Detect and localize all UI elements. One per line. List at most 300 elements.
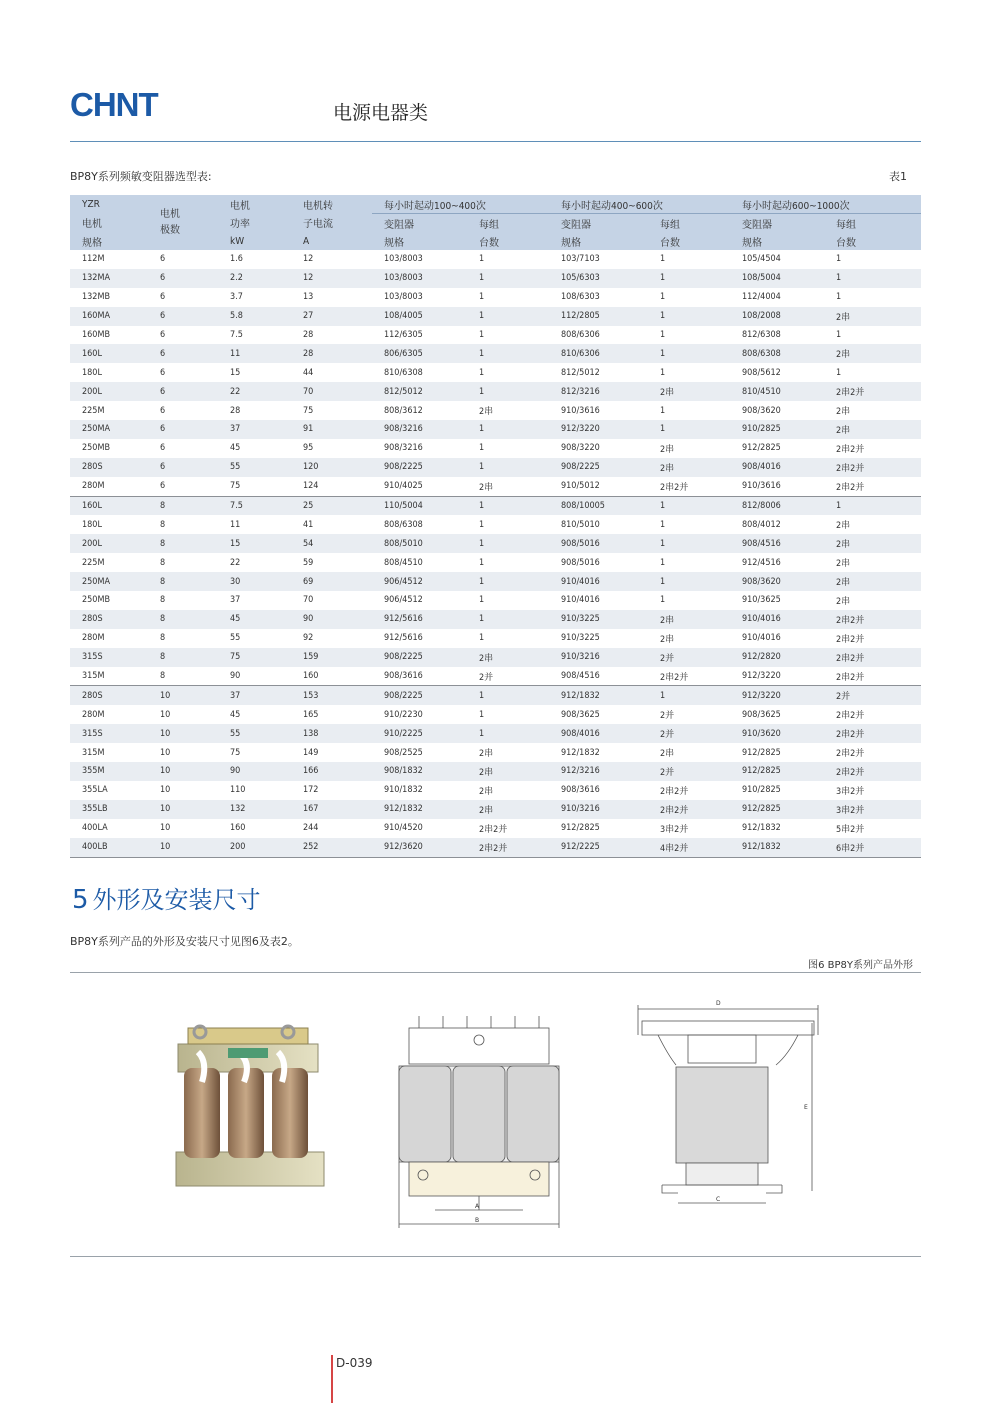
table-number: 表1	[889, 170, 907, 183]
cell-res1: 910/4025	[384, 481, 423, 492]
cell-res3: 908/5612	[742, 367, 781, 378]
cell-count2: 1	[660, 405, 666, 416]
cell-spec: 200L	[70, 382, 148, 401]
cell-res2: 908/4016	[549, 724, 648, 743]
cell-count1: 1	[479, 443, 485, 454]
table-row	[70, 326, 921, 345]
chint-logo: CHNT	[70, 86, 158, 123]
cell-res1: 103/8003	[372, 269, 467, 288]
cell-poles: 6	[160, 367, 166, 378]
cell-res2: 908/3616	[561, 785, 600, 796]
figure-divider	[70, 972, 921, 973]
cell-count3: 1	[836, 367, 842, 378]
table-row	[70, 534, 921, 553]
cell-res3: 912/1832	[730, 838, 824, 857]
head-power-1: 电机	[218, 195, 291, 214]
cell-count1: 1	[479, 292, 485, 303]
cell-count3: 2串	[836, 596, 851, 607]
cell-spec: 400LB	[70, 838, 148, 857]
table-row	[70, 648, 921, 667]
cell-res2: 105/6303	[549, 269, 648, 288]
cell-poles: 10	[148, 762, 218, 781]
head-count-3a: 每组	[824, 214, 921, 233]
cell-count3: 1	[824, 269, 921, 288]
cell-power: 11	[218, 344, 291, 363]
cell-power: 28	[230, 405, 241, 416]
cell-res2: 912/2225	[549, 838, 648, 857]
cell-count3: 2串	[824, 572, 921, 591]
cell-res2: 908/5016	[549, 534, 648, 553]
cell-count3: 2串2并	[824, 458, 921, 477]
cell-spec: 280S	[70, 458, 148, 477]
cell-current: 166	[291, 762, 372, 781]
cell-res3: 808/4012	[742, 519, 781, 530]
table-body	[70, 250, 921, 857]
table-row	[70, 420, 921, 439]
cell-poles: 6	[148, 382, 218, 401]
cell-current: 12	[291, 269, 372, 288]
cell-spec: 132MB	[82, 292, 110, 303]
cell-res3: 908/3625	[742, 709, 781, 720]
cell-power: 37	[218, 686, 291, 705]
cell-current: 70	[303, 595, 314, 606]
cell-res2: 808/6306	[561, 330, 600, 340]
cell-poles: 8	[148, 572, 218, 591]
cell-spec: 250MA	[70, 420, 148, 439]
cell-res2: 908/3220	[561, 443, 600, 454]
cell-count1: 1	[467, 496, 549, 515]
cell-res2: 910/4016	[549, 572, 648, 591]
cell-count1: 1	[479, 330, 485, 340]
cell-count2: 1	[648, 534, 730, 553]
cell-count2: 1	[648, 307, 730, 326]
cell-current: 12	[303, 254, 314, 265]
cell-current: 27	[291, 307, 372, 326]
cell-res3: 912/2825	[730, 762, 824, 781]
cell-res3: 910/3620	[730, 724, 824, 743]
cell-res2: 808/10005	[549, 496, 648, 515]
cell-count3: 2串	[836, 407, 851, 418]
cell-res3: 912/2825	[742, 747, 781, 758]
cell-poles: 6	[160, 481, 166, 492]
cell-res1: 906/4512	[384, 595, 423, 606]
cell-count2: 1	[660, 330, 666, 340]
head-resistor-2a: 变阻器	[549, 214, 648, 233]
cell-current: 172	[303, 785, 319, 796]
cell-count3: 2串2并	[824, 648, 921, 667]
cell-power: 45	[230, 443, 241, 454]
cell-current: 159	[291, 648, 372, 667]
head-spec: 规格	[70, 232, 148, 250]
cell-res1: 912/5616	[372, 610, 467, 629]
table-row	[70, 705, 921, 724]
cell-poles: 8	[160, 671, 166, 682]
cell-spec: 355LA	[82, 785, 108, 796]
cell-res2: 908/2225	[549, 458, 648, 477]
table-row	[70, 762, 921, 781]
cell-count2: 2并	[660, 711, 675, 722]
cell-res3: 912/4516	[742, 557, 781, 568]
cell-res1: 808/3612	[384, 405, 423, 416]
cell-count3: 2串2并	[836, 634, 865, 645]
cell-count1: 1	[467, 572, 549, 591]
cell-spec: 160L	[70, 496, 148, 515]
svg-text:D: D	[716, 1000, 721, 1007]
cell-count3: 2串2并	[824, 724, 921, 743]
cell-poles: 10	[160, 747, 171, 758]
cell-res2: 112/2805	[549, 307, 648, 326]
cell-count2: 2串2并	[648, 800, 730, 819]
head-resistor-3b: 规格	[730, 232, 824, 250]
cell-res3: 910/3625	[742, 595, 781, 606]
cell-res3: 908/4516	[730, 534, 824, 553]
cell-count3: 2串2并	[836, 444, 865, 455]
cell-spec: 160MA	[70, 307, 148, 326]
cell-spec: 112M	[82, 254, 105, 265]
cell-res3: 108/2008	[730, 307, 824, 326]
table-row	[70, 401, 921, 420]
cell-count1: 1	[479, 519, 485, 530]
cell-power: 2.2	[218, 269, 291, 288]
cell-count2: 2并	[648, 762, 730, 781]
table-row	[70, 458, 921, 477]
header-divider	[70, 141, 921, 142]
cell-res1: 908/1832	[372, 762, 467, 781]
cell-spec: 280S	[70, 610, 148, 629]
cell-res3: 912/3220	[730, 686, 824, 705]
cell-poles: 8	[160, 595, 166, 606]
cell-res1: 110/5004	[372, 496, 467, 515]
head-group-1: 每小时起动100~400次	[372, 195, 549, 214]
bottom-divider	[70, 1256, 921, 1257]
cell-count1: 1	[467, 382, 549, 401]
cell-res2: 810/5010	[561, 519, 600, 530]
cell-spec: 160L	[70, 344, 148, 363]
head-count-1b: 台数	[467, 232, 549, 250]
cell-current: 244	[303, 823, 319, 834]
cell-current: 44	[303, 367, 314, 378]
table-row	[70, 477, 921, 496]
cell-count3: 2串2并	[824, 610, 921, 629]
cell-count2: 1	[648, 269, 730, 288]
cell-poles: 6	[148, 420, 218, 439]
cell-count3: 2串2并	[824, 762, 921, 781]
cell-power: 22	[230, 557, 241, 568]
cell-res1: 908/2225	[372, 648, 467, 667]
cell-power: 90	[218, 762, 291, 781]
cell-spec: 280S	[70, 686, 148, 705]
cell-poles: 6	[160, 254, 166, 265]
table-row	[70, 610, 921, 629]
cell-res2: 912/3216	[549, 762, 648, 781]
cell-spec: 315S	[70, 648, 148, 667]
cell-power: 45	[230, 709, 241, 720]
table-header	[70, 195, 921, 250]
cell-power: 110	[230, 785, 246, 796]
cell-spec: 250MB	[82, 595, 110, 606]
cell-res1: 910/2225	[372, 724, 467, 743]
cell-res1: 808/5010	[372, 534, 467, 553]
cell-res3: 912/1832	[742, 823, 781, 834]
cell-count1: 1	[467, 269, 549, 288]
cell-res3: 910/2825	[742, 785, 781, 796]
cell-count1: 1	[479, 595, 485, 606]
cell-spec: 132MA	[70, 269, 148, 288]
cell-current: 92	[303, 633, 314, 644]
cell-count1: 2串	[479, 407, 494, 418]
cell-res1: 808/6308	[384, 519, 423, 530]
table-row	[70, 515, 921, 534]
cell-count1: 1	[467, 724, 549, 743]
head-group-2: 每小时起动400~600次	[549, 195, 730, 214]
cell-count1: 2串	[467, 762, 549, 781]
cell-res2: 912/1832	[549, 686, 648, 705]
table-row	[70, 800, 921, 819]
cell-res2: 910/3225	[561, 633, 600, 644]
cell-spec: 355M	[70, 762, 148, 781]
table-row	[70, 686, 921, 705]
cell-res3: 908/4016	[730, 458, 824, 477]
cell-res1: 112/6305	[384, 330, 423, 340]
cell-power: 75	[230, 481, 241, 492]
cell-spec: 400LA	[82, 823, 108, 834]
cell-current: 153	[291, 686, 372, 705]
page-mark	[331, 1355, 333, 1403]
cell-count1: 2串	[467, 648, 549, 667]
table-row	[70, 819, 921, 838]
cell-poles: 6	[148, 458, 218, 477]
table-row	[70, 344, 921, 363]
cell-res3: 912/2825	[730, 800, 824, 819]
cell-count3: 2串	[824, 344, 921, 363]
cell-count1: 1	[479, 709, 485, 720]
cell-count3: 1	[824, 496, 921, 515]
cell-res1: 912/3620	[372, 838, 467, 857]
cell-count2: 2串	[648, 610, 730, 629]
head-resistor-1b: 规格	[372, 232, 467, 250]
cell-poles: 6	[160, 330, 166, 340]
cell-power: 37	[230, 595, 241, 606]
cell-res1: 908/2225	[372, 686, 467, 705]
cell-count1: 1	[479, 633, 485, 644]
section-title: 电源电器类	[333, 102, 429, 124]
cell-res2: 912/1832	[561, 747, 600, 758]
section-5-heading: 5 外形及安装尺寸	[72, 885, 261, 915]
cell-current: 124	[303, 481, 319, 492]
cell-poles: 10	[148, 838, 218, 857]
head-resistor-1a: 变阻器	[372, 214, 467, 233]
cell-count1: 1	[467, 344, 549, 363]
table-row	[70, 363, 921, 382]
cell-spec: 225M	[82, 405, 105, 416]
cell-res1: 908/2225	[372, 458, 467, 477]
cell-current: 28	[303, 330, 314, 340]
cell-power: 45	[218, 610, 291, 629]
cell-res1: 910/1832	[384, 785, 423, 796]
table-row	[70, 288, 921, 307]
cell-spec: 280M	[82, 481, 105, 492]
cell-poles: 6	[160, 292, 166, 303]
cell-count3: 3串2并	[824, 800, 921, 819]
table-row	[70, 496, 921, 515]
cell-current: 252	[291, 838, 372, 857]
cell-count1: 2串2并	[479, 824, 508, 835]
cell-count3: 6串2并	[824, 838, 921, 857]
cell-res3: 108/5004	[730, 269, 824, 288]
section-5-intro: BP8Y系列产品的外形及安装尺寸见图6及表2。	[70, 935, 299, 948]
cell-res3: 910/2825	[730, 420, 824, 439]
cell-power: 22	[218, 382, 291, 401]
cell-power: 7.5	[218, 496, 291, 515]
cell-power: 55	[230, 633, 241, 644]
cell-res2: 812/5012	[561, 367, 600, 378]
cell-res3: 908/3620	[730, 572, 824, 591]
cell-res2: 908/5016	[561, 557, 600, 568]
cell-res2: 810/6306	[549, 344, 648, 363]
cell-count3: 1	[836, 330, 842, 340]
cell-count2: 4串2并	[648, 838, 730, 857]
cell-res1: 910/4520	[384, 823, 423, 834]
cell-current: 25	[291, 496, 372, 515]
cell-count2: 1	[648, 686, 730, 705]
table-row	[70, 553, 921, 572]
cell-res2: 908/4516	[561, 671, 600, 682]
cell-count2: 2串	[648, 458, 730, 477]
cell-res3: 810/4510	[730, 382, 824, 401]
cell-res1: 812/5012	[372, 382, 467, 401]
cell-count3: 5串2并	[836, 824, 865, 835]
table-row	[70, 743, 921, 762]
cell-count2: 1	[660, 595, 666, 606]
cell-current: 149	[303, 747, 319, 758]
cell-res1: 108/4005	[372, 307, 467, 326]
cell-poles: 8	[160, 557, 166, 568]
cell-current: 41	[303, 519, 314, 530]
cell-count3: 2串2并	[836, 711, 865, 722]
cell-res2: 912/3220	[549, 420, 648, 439]
cell-spec: 315S	[70, 724, 148, 743]
cell-spec: 200L	[70, 534, 148, 553]
table-row	[70, 572, 921, 591]
cell-power: 11	[230, 519, 241, 530]
cell-res2: 910/3216	[549, 648, 648, 667]
head-group-3: 每小时起动600~1000次	[730, 195, 921, 214]
cell-res1: 908/3616	[384, 671, 423, 682]
cell-count2: 2并	[648, 648, 730, 667]
cell-count3: 2串	[836, 559, 851, 570]
head-resistor-3a: 变阻器	[730, 214, 824, 233]
table-caption: BP8Y系列频敏变阻器选型表:	[70, 170, 212, 183]
cell-count1: 1	[467, 420, 549, 439]
cell-res1: 910/2230	[384, 709, 423, 720]
svg-text:C: C	[716, 1196, 721, 1203]
cell-count3: 2串	[836, 521, 851, 532]
cell-poles: 6	[148, 307, 218, 326]
cell-power: 200	[218, 838, 291, 857]
cell-count2: 1	[648, 496, 730, 515]
cell-poles: 10	[160, 823, 171, 834]
cell-res3: 910/4016	[742, 633, 781, 644]
cell-current: 69	[291, 572, 372, 591]
cell-spec: 180L	[82, 367, 102, 378]
cell-current: 120	[291, 458, 372, 477]
head-motor: 电机	[70, 214, 148, 233]
cell-count1: 2串	[467, 800, 549, 819]
cell-poles: 6	[148, 269, 218, 288]
svg-text:A: A	[475, 1203, 480, 1210]
cell-res2: 910/5012	[561, 481, 600, 492]
cell-res1: 810/6308	[384, 367, 423, 378]
head-power-2: 功率	[218, 214, 291, 233]
cell-power: 37	[218, 420, 291, 439]
cell-count2: 2串2并	[660, 786, 689, 797]
cell-power: 160	[230, 823, 246, 834]
cell-count2: 2串	[660, 749, 675, 760]
svg-text:B: B	[475, 1217, 480, 1224]
cell-res3: 812/8006	[730, 496, 824, 515]
cell-poles: 8	[148, 496, 218, 515]
cell-power: 132	[218, 800, 291, 819]
head-count-3b: 台数	[824, 232, 921, 250]
cell-count3: 1	[836, 292, 842, 303]
cell-count2: 2串	[660, 444, 675, 455]
cell-current: 90	[291, 610, 372, 629]
head-count-2a: 每组	[648, 214, 730, 233]
cell-count1: 1	[479, 367, 485, 378]
cell-res1: 103/8003	[384, 292, 423, 303]
cell-power: 75	[218, 648, 291, 667]
cell-count2: 2串	[660, 634, 675, 645]
cell-count3: 3串2并	[836, 786, 865, 797]
cell-count3: 2串	[824, 307, 921, 326]
front-view-drawing	[395, 1010, 565, 1230]
cell-poles: 8	[148, 648, 218, 667]
svg-text:E: E	[804, 1104, 808, 1111]
cell-power: 3.7	[230, 292, 243, 303]
cell-count3: 2并	[824, 686, 921, 705]
cell-current: 160	[303, 671, 319, 682]
cell-poles: 10	[160, 785, 171, 796]
cell-res1: 912/1832	[372, 800, 467, 819]
cell-res2: 908/3625	[561, 709, 600, 720]
head-resistor-2b: 规格	[549, 232, 648, 250]
cell-count3: 1	[836, 254, 842, 265]
cell-res2: 812/3216	[549, 382, 648, 401]
cell-res3: 105/4504	[742, 254, 781, 265]
table-row	[70, 382, 921, 401]
cell-poles: 10	[148, 724, 218, 743]
cell-power: 7.5	[230, 330, 243, 340]
cell-res1: 908/3216	[372, 420, 467, 439]
cell-power: 55	[218, 724, 291, 743]
cell-res1: 908/3216	[384, 443, 423, 454]
cell-res3: 908/3620	[742, 405, 781, 416]
cell-spec: 225M	[82, 557, 105, 568]
head-current-2: 子电流	[291, 214, 372, 233]
cell-res1: 912/5616	[384, 633, 423, 644]
cell-res2: 910/3216	[549, 800, 648, 819]
cell-count2: 1	[660, 292, 666, 303]
head-count-1a: 每组	[467, 214, 549, 233]
cell-count3: 2串	[824, 420, 921, 439]
cell-poles: 8	[148, 610, 218, 629]
cell-count1: 1	[467, 686, 549, 705]
side-view-drawing	[628, 995, 828, 1215]
table-row	[70, 250, 921, 269]
head-count-2b: 台数	[648, 232, 730, 250]
cell-poles: 8	[160, 519, 166, 530]
cell-power: 1.6	[230, 254, 243, 265]
